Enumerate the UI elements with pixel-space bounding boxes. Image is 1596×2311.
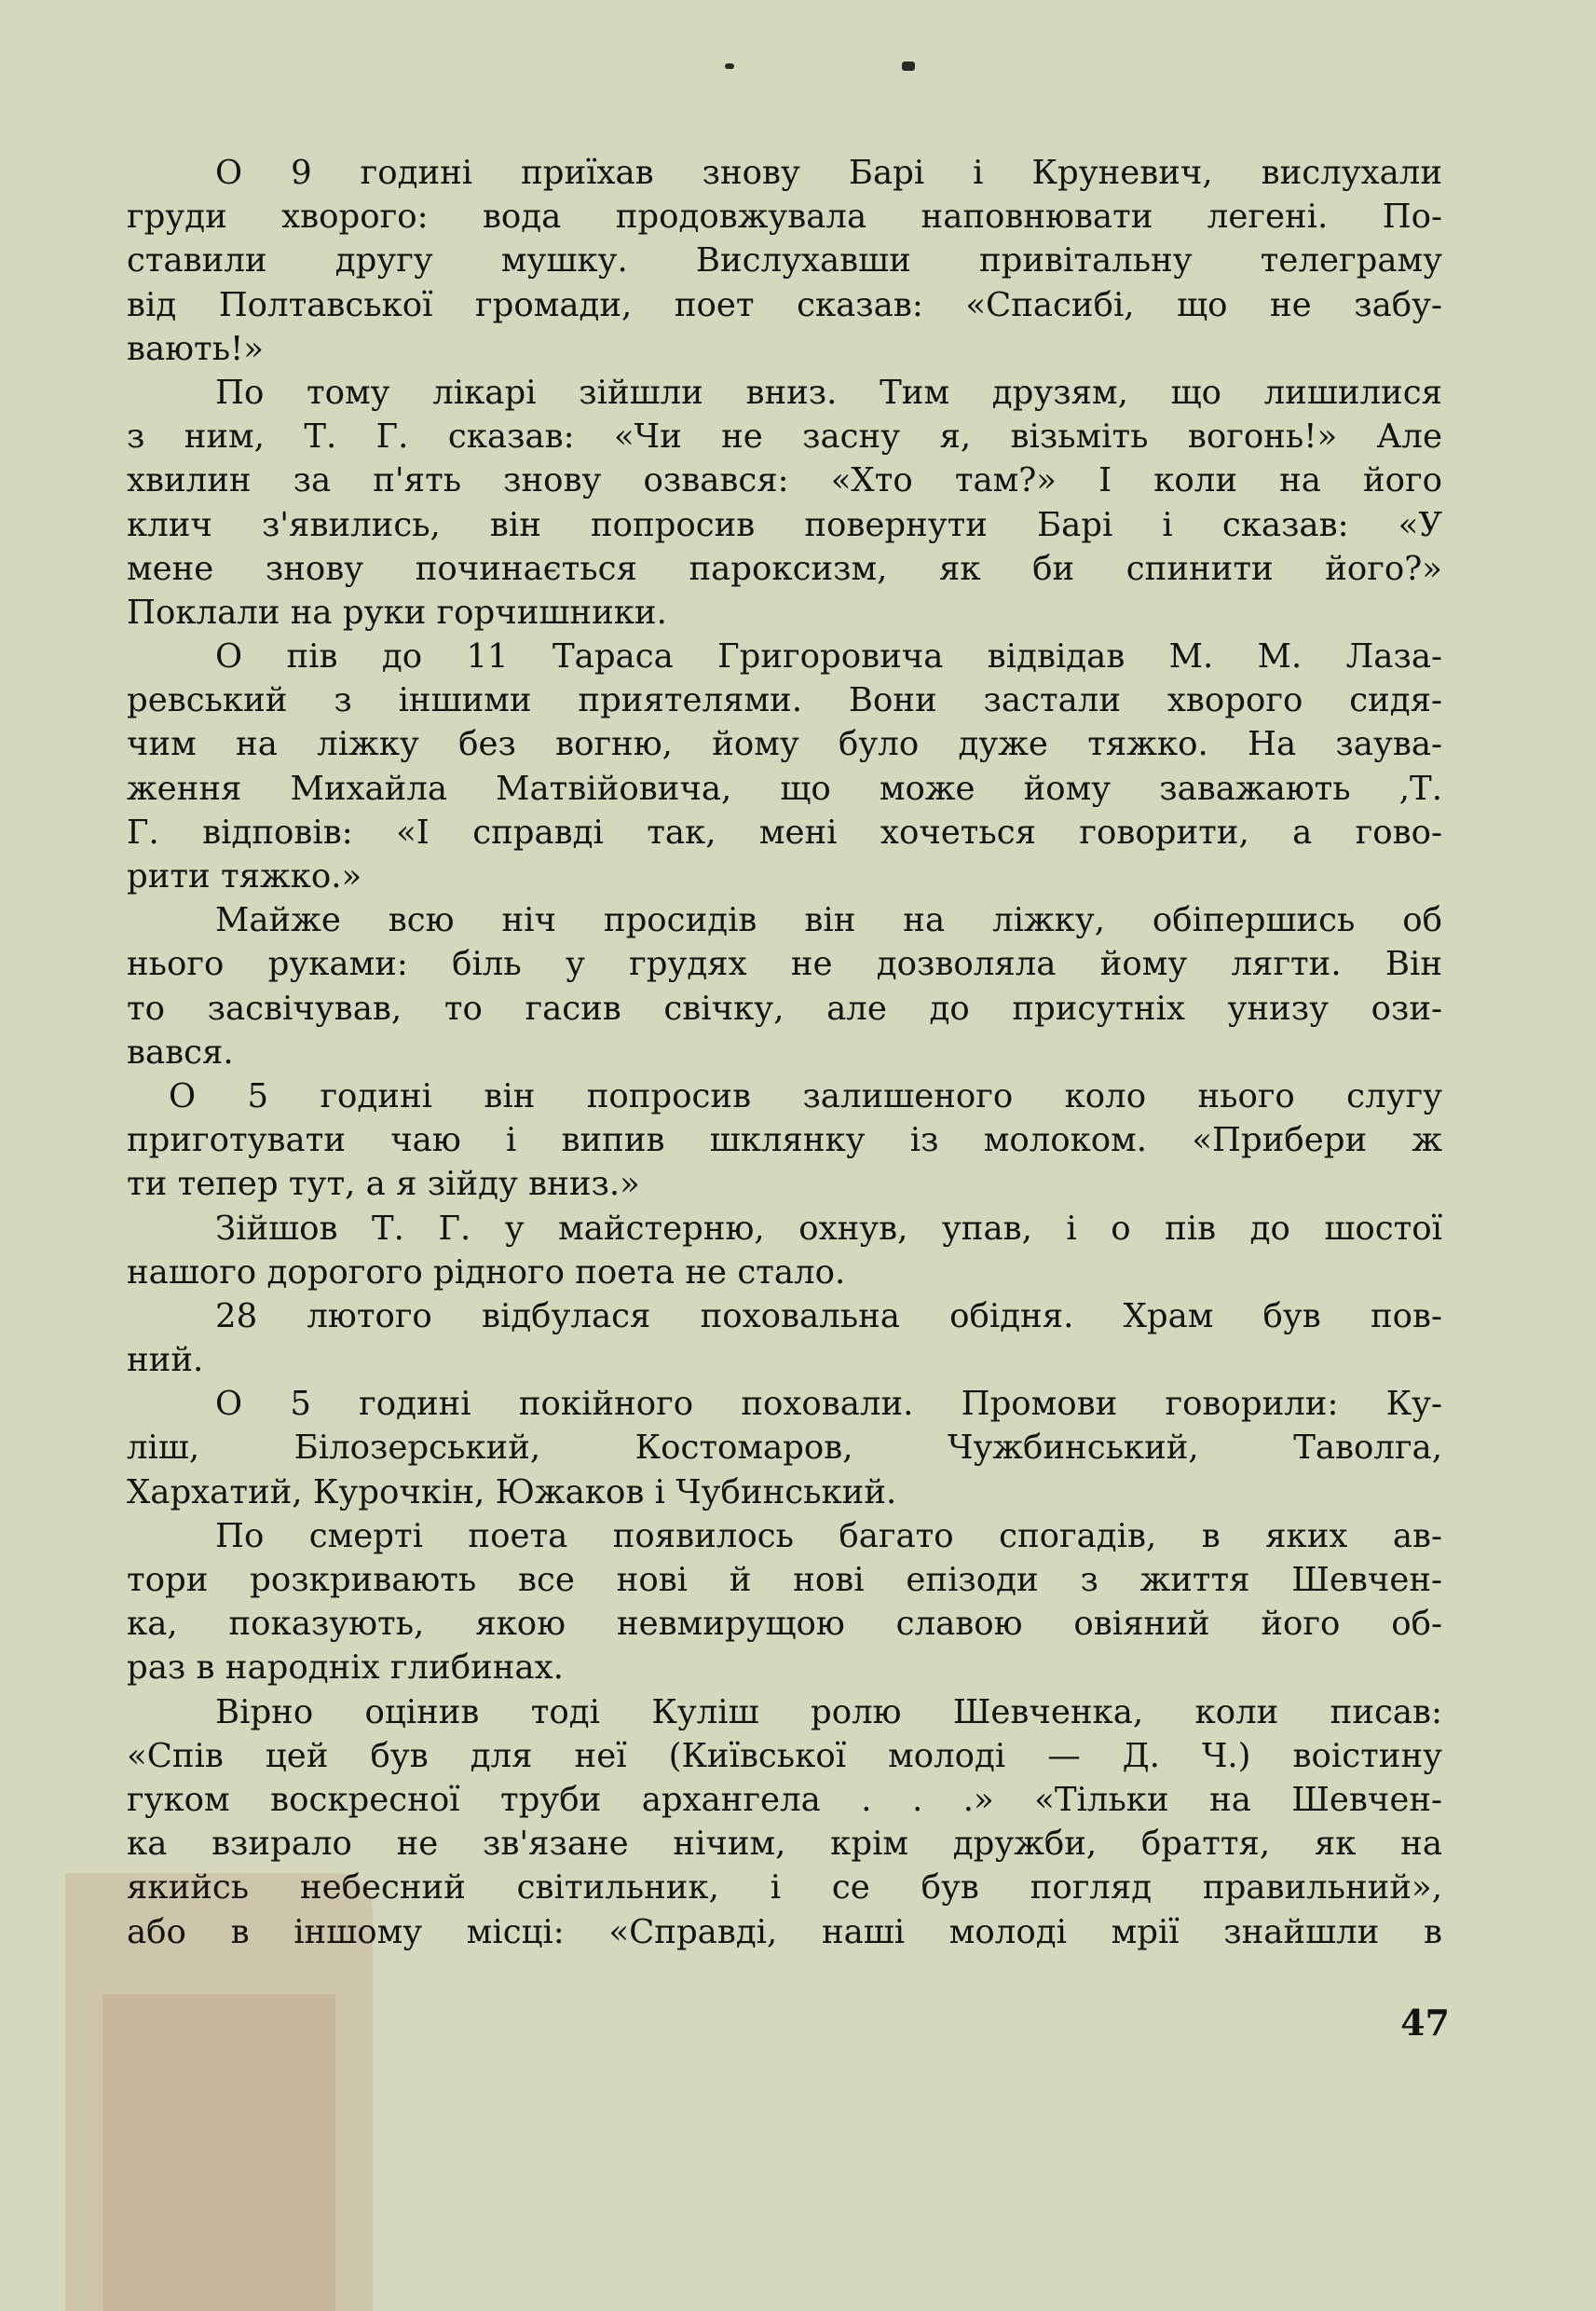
text-line: ження Михайла Матвійовича, що може йому заважають ,Т. [127,769,1442,808]
text-line: ти тепер тут, а я зійду вниз.» [127,1165,640,1204]
text-line: вають!» [127,329,265,368]
text-line: або в іншому місці: «Справді, наші молоді мрії знайшли в [127,1912,1442,1951]
text-line: мене знову починається пароксизм, як би спинити його?» [127,549,1442,588]
text-line: По смерті поета появилось багато спогадів, в яких ав- [215,1516,1442,1555]
text-line: нього руками: біль у грудях не дозволяла йому лягти. Він [127,945,1442,984]
text-line: ставили другу мушку. Вислухавши привітальну телеграму [127,241,1442,280]
text-line: нашого дорогого рідного поета не стало. [127,1252,846,1292]
text-line: від Полтавської громади, поет сказав: «Спасибі, що не забу- [127,285,1442,324]
ink-speck [725,63,734,69]
text-line: раз в народніх глибинах. [127,1648,564,1688]
text-line: Г. відповів: «І справді так, мені хочеться говорити, а гово- [127,813,1442,852]
text-line: «Спів цей був для неї (Київської молоді — Д. Ч.) воістину [127,1736,1442,1775]
text-line: Поклали на руки горчишники. [127,593,667,632]
text-line: О пів до 11 Тараса Григоровича відвідав М. М. Лаза- [215,637,1442,677]
text-line: приготувати чаю і випив шклянку із молоком. «Прибери ж [127,1121,1442,1160]
text-line: Майже всю ніч просидів він на ліжку, обіпершись об [215,901,1442,940]
text-line: Зійшов Т. Г. у майстерню, охнув, упав, і о пів до шостої [215,1209,1442,1248]
page-number: 47 [1400,2002,1450,2044]
text-line: якийсь небесний світильник, і се був погляд правильний», [127,1868,1442,1908]
text-line: з ним, Т. Г. сказав: «Чи не засну я, візьміть вогонь!» Але [127,417,1442,457]
text-line: ний. [127,1341,204,1380]
page-stain-inner [102,1994,335,2311]
text-line: тори розкривають все нові й нові епізоди з життя Шевчен- [127,1561,1442,1599]
text-line: О 5 годині покійного поховали. Промови говорили: Ку- [215,1385,1442,1424]
text-line: ка взирало не зв'язане нічим, крім дружби, браття, як на [127,1825,1442,1864]
text-line: клич з'явились, він попросив повернути Барі і сказав: «У [127,505,1442,544]
text-line: ка, показують, якою невмирущою славою овіяний його об- [127,1605,1442,1644]
text-line: ліш, Білозерський, Костомаров, Чужбинський, Таволга, [127,1429,1442,1468]
text-line: Вірно оцінив тоді Куліш ролю Шевченка, коли писав: [215,1692,1442,1731]
text-line: хвилин за п'ять знову озвався: «Хто там?» І коли на його [127,461,1442,500]
text-line: чим на ліжку без вогню, йому було дуже тяжко. На заува- [127,725,1442,764]
text-line: груди хворого: вода продовжувала наповнювати легені. По- [127,198,1442,237]
text-line: ревський з іншими приятелями. Вони застали хворого сидя- [127,681,1442,720]
text-line: рити тяжко.» [127,857,362,896]
body-text [127,151,1442,1954]
text-line: О 9 годині приїхав знову Барі і Круневич, вислухали [215,154,1442,192]
text-line: то засвічував, то гасив свічку, але до присутніх унизу ози- [127,989,1442,1028]
text-line: 28 лютого відбулася поховальна обідня. Храм був пов- [215,1296,1442,1335]
text-line: Хархатий, Курочкін, Южаков і Чубинський. [127,1472,897,1511]
text-line: О 5 годині він попросив залишеного коло нього слугу [169,1076,1442,1115]
text-line: гуком воскресної труби архангела . . .» «Тільки на Шевчен- [127,1780,1442,1819]
text-line: вався. [127,1032,234,1072]
text-line: По тому лікарі зійшли вниз. Тим друзям, що лишилися [215,373,1442,412]
ink-speck [902,62,915,71]
